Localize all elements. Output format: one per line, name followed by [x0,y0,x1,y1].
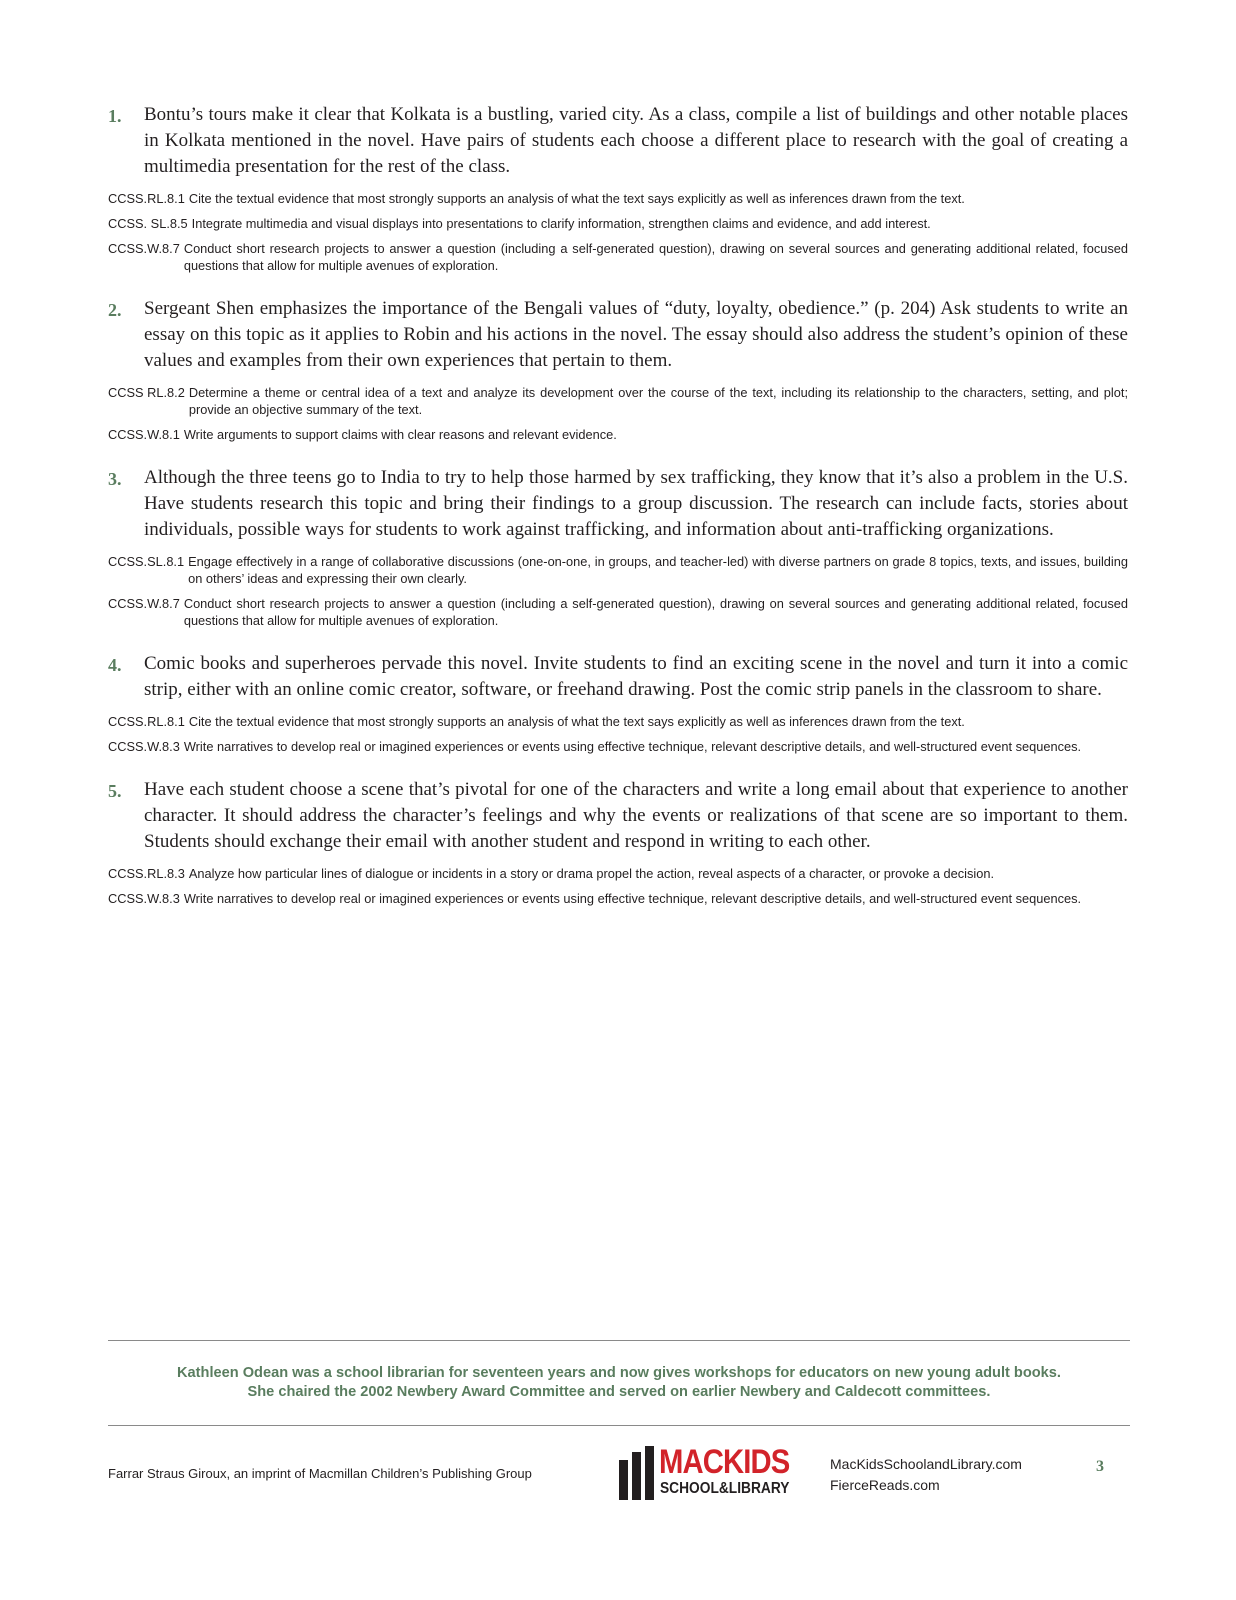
activity-item [108,651,1128,755]
activity-item [108,465,1128,629]
standard-text: Write narratives to develop real or imagined experiences or events using effective technique, relevant descriptive details, and well-structured event sequences. [183,891,1082,906]
activity-text: Have each student choose a scene that’s pivotal for one of the characters and write a long email about that experience to another character. It should address the character’s feelings and why the events or realizations of that scene are so important to them. Students should exchange their email with another student and respond in writing to each other. [144,779,1128,852]
bio-line: Kathleen Odean was a school librarian for seventeen years and now gives workshops for educators on new young adult books. [177,1365,1061,1381]
standards-list [108,865,1128,907]
logo-bar-icon [632,1452,641,1500]
standard-text: Cite the textual evidence that most strongly supports an analysis of what the text says explicitly as well as inferences drawn from the text. [188,714,965,729]
standards-list [108,553,1128,629]
activity-number: 5. [108,781,122,801]
activity-number: 3. [108,469,122,489]
activity-number: 1. [108,106,122,126]
standard-text: Analyze how particular lines of dialogue or incidents in a story or drama propel the action, reveal aspects of a character, or provoke a decision. [188,866,995,881]
activity-text: Sergeant Shen emphasizes the importance of the Bengali values of “duty, loyalty, obedience.” (p. 204) Ask students to write an essay on this topic as it applies to Robin and his actions in the novel. The essay should also address the student’s opinion of these values and examples from their own experiences that pertain to them. [144,298,1128,371]
footer-links [830,1454,1022,1496]
standard-text: Engage effectively in a range of collaborative discussions (one-on-one, in groups, and teacher-led) with diverse partners on grade 8 topics, texts, and issues, building on others’ ideas and expressing their own clearly. [188,554,1128,586]
activity-item [108,102,1128,274]
activity-text: Although the three teens go to India to try to help those harmed by sex trafficking, they know that it’s also a problem in the U.S. Have students research this topic and bring their findings to a group discussion. The research can include facts, stories about individuals, possible ways for students to work against trafficking, and information about anti-trafficking organizations. [144,467,1128,540]
standard-text: Write narratives to develop real or imagined experiences or events using effective technique, relevant descriptive details, and well-structured event sequences. [183,739,1082,754]
bio-bottom-divider [108,1425,1130,1426]
standard-item [108,738,1128,755]
activity-item [108,296,1128,443]
activity-text: Bontu’s tours make it clear that Kolkata is a bustling, varied city. As a class, compile a list of buildings and other notable places in Kolkata mentioned in the novel. Have pairs of students each choose a different place to research with the goal of creating a multimedia presentation for the rest of the class. [144,104,1128,177]
link-mackids-school-library[interactable]: MacKidsSchoolandLibrary.com [830,1456,1022,1472]
standard-item [108,595,1128,629]
author-bio [108,1364,1130,1402]
standard-text: Write arguments to support claims with clear reasons and relevant evidence. [183,427,617,442]
page-number: 3 [1096,1458,1104,1475]
standard-code: CCSS. SL.8.5 [108,216,188,231]
standard-item [108,553,1128,587]
standard-code: CCSS.W.8.7 [108,596,180,611]
bio-top-divider [108,1340,1130,1341]
publisher-credit: Farrar Straus Giroux, an imprint of Macmillan Children’s Publishing Group [108,1466,532,1481]
logo-bar-icon [619,1460,628,1500]
standard-code: CCSS.W.8.1 [108,427,180,442]
activity-number: 2. [108,300,122,320]
standards-list [108,713,1128,755]
standard-text: Determine a theme or central idea of a text and analyze its development over the course of the text, including its relationship to the characters, setting, and plot; provide an objective summary of the text. [188,385,1128,417]
standard-item [108,426,1128,443]
logo-bar-icon [645,1446,654,1500]
standard-item [108,215,1128,232]
link-fierce-reads[interactable]: FierceReads.com [830,1477,940,1493]
standard-item [108,190,1128,207]
standard-item [108,865,1128,882]
standard-item [108,713,1128,730]
standard-code: CCSS.W.8.3 [108,891,180,906]
standards-list [108,190,1128,274]
standard-code: CCSS.RL.8.1 [108,714,185,729]
activity-number: 4. [108,655,122,675]
standard-code: CCSS.RL.8.3 [108,866,185,881]
activity-text: Comic books and superheroes pervade this novel. Invite students to find an exciting scene in the novel and turn it into a comic strip, either with an online comic creator, software, or freehand drawing. Post the comic strip panels in the classroom to share. [144,653,1128,700]
standards-list [108,384,1128,443]
bio-line: She chaired the 2002 Newbery Award Committee and served on earlier Newbery and Caldecott committees. [247,1384,991,1400]
standard-code: CCSS.SL.8.1 [108,554,185,569]
standard-code: CCSS.W.8.7 [108,241,180,256]
standard-item [108,890,1128,907]
standard-item [108,240,1128,274]
standard-code: CCSS.W.8.3 [108,739,180,754]
mackids-logo [617,1444,807,1500]
logo-subtitle: SCHOOL&LIBRARY [660,1480,790,1497]
standard-text: Integrate multimedia and visual displays into presentations to clarify information, strengthen claims and evidence, and add interest. [191,216,931,231]
standard-code: CCSS RL.8.2 [108,385,185,400]
standard-text: Conduct short research projects to answer a question (including a self-generated question), drawing on several sources and generating additional related, focused questions that allow for multiple avenues of exploration. [183,596,1128,628]
standard-item [108,384,1128,418]
logo-wordmark: MACKIDS [659,1443,790,1481]
standard-code: CCSS.RL.8.1 [108,191,185,206]
standard-text: Conduct short research projects to answer a question (including a self-generated question), drawing on several sources and generating additional related, focused questions that allow for multiple avenues of exploration. [183,241,1128,273]
activity-item [108,777,1128,907]
activities-list [108,102,1128,929]
standard-text: Cite the textual evidence that most strongly supports an analysis of what the text says explicitly as well as inferences drawn from the text. [188,191,965,206]
